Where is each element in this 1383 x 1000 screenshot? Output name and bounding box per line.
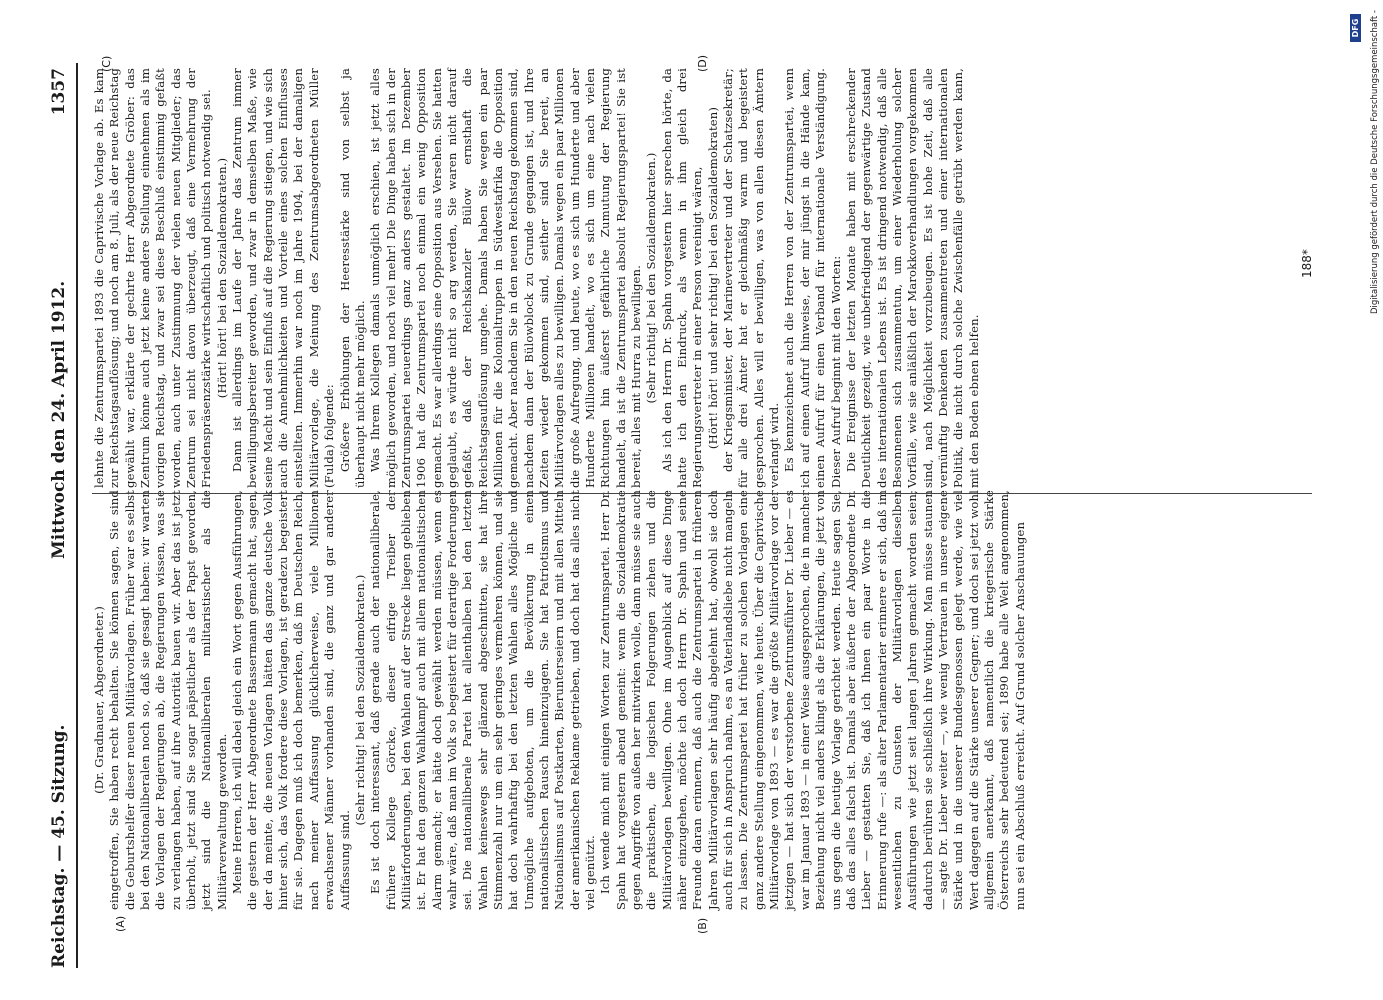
header-rule (76, 63, 78, 968)
right-paragraph: Was Ihrem Kollegen damals unmöglich erschien, ist jetzt alles möglich geworden, und noch viel mehr! Die Dinge haben sich in der Zentrumspartei neuerdings ganz anders gestaltet. Im Dezember 1906 hat die Zentrumspartei noch einmal ein wenig Opposition gemacht. Es war allerdings eine Opposition aus Versehen. Sie hatten geglaubt, es würde nicht so arg werden, Sie waren nicht darauf gefaßt, daß der Reichskanzler Bülow ernsthaft die Reichstagsauflösung umgehe. Damals haben Sie wegen ein paar Millionen für die Kolonialtruppen in Südwestafrika die Opposition gemacht. Aber nachdem Sie in den neuen Reichstag gekommen sind, nachdem dann der Bülowblock zu Grunde gegangen ist, und Ihre Zeiten wieder gekommen sind, seither sind Sie bereit, an Militärvorlagen alles zu bewilligen. Damals wegen ein paar Millionen die große Aufregung, und heute, wo es sich um Hunderte und aber Hunderte Millionen handelt, wo es sich um eine nach vielen Richtungen hin äußerst gefährliche Zumutung der Regierung handelt, da ist die Zentrumspartei absolut Regierungspartei! Sie ist bereit, alles mit Hurra zu bewilligen. (368, 68, 644, 488)
digitization-credit: Digitalisierung gefördert durch die Deutsche Forschungsgemeinschaft - (1370, 10, 1380, 314)
dfg-logo: DFG (1350, 14, 1361, 42)
margin-marker-d: (D) (696, 54, 709, 72)
right-paragraph: der Kriegsminister, der Marinevertreter und der Schatzsekretär; für alle drei Ämter hat er gleichmäßig warm und begeistert gesprochen. Alles will er bewilligen, was von allen diesen Ämtern verlangt wird. (721, 68, 782, 488)
quotation: Größere Erhöhungen der Heeresstärke sind von selbst ja überhaupt nicht mehr möglich. (337, 68, 367, 488)
right-column (92, 68, 982, 488)
speaker-line: (Dr. Gradnauer, Abgeordneter.) (92, 606, 106, 794)
header-date: Mittwoch den 24. April 1912. (49, 280, 69, 560)
column-rule (92, 493, 1312, 494)
margin-marker-a: (A) (114, 915, 127, 932)
interjection: (Sehr richtig! bei den Sozialdemokraten.) (352, 574, 367, 826)
quotation: Die Ereignisse der letzten Monate haben mit erschreckender Deutlichkeit gezeigt, wie unbefriedigend der gegenwärtige Zustand des internationalen Lebens ist. Es ist dringend notwendig, daß alle Besonnenen sich zusammentun, um einer Wiederholung solcher Vorfälle, wie sie anläßlich der Marokkoverhandlungen vorgekommen sind, nach Möglichkeit vorzubeugen. Es ist hohe Zeit, daß alle vernünftig Denkenden zusammentreten und einer internationalen Politik, die nicht durch solche Zwischenfälle getrübt werden kann, mit den Boden ebnen helfen. (843, 68, 981, 488)
left-paragraph: eingetroffen, Sie haben recht behalten. Sie können sagen, Sie sind die Geburtshelfer dieser neuen Militärvorlagen. Früher war es selbst bei den Nationalliberalen noch so, daß sie gesagt haben: wir warten die Vorlagen der Regierungen ab, die Regierungen wissen, was sie zu verlangen haben, auf ihre Autorität bauen wir. Aber das ist jetzt überholt, jetzt sind Sie sogar päpstlicher als der Papst geworden, jetzt sind die Nationalliberalen militaristischer als die Militärverwaltung geworden. (107, 490, 229, 910)
interjection: (Sehr richtig! bei den Sozialdemokraten.) (644, 152, 659, 404)
folio-mark: 188* (1300, 249, 1314, 278)
right-paragraph: Dann ist allerdings im Laufe der Jahre das Zentrum immer bewilligungsbereiter geworden, und zwar in demselben Maße, wie seine Macht und sein Einfluß auf die Regierung stiegen, und wie sich auch die Annehmlichkeiten und Vorteile eines solchen Einflusses einstellten. Immerhin war noch im Jahre 1904, bei der damaligen Militärvorlage, die Meinung des Zentrumsabgeordneten Müller (Fulda) folgende: (230, 68, 337, 488)
header-session-title: Reichstag. — 45. Sitzung. (49, 724, 69, 968)
left-paragraph: Meine Herren, ich will dabei gleich ein Wort gegen Ausführungen, die gestern der Herr Abgeordnete Bassermann gemacht hat, sagen, der da meinte, die neuen Vorlagen hätten das ganze deutsche Volk hinter sich, das Volk fordere diese Vorlagen, ist geradezu begeistert für sie. Dagegen muß ich doch bemerken, daß im Deutschen Reich, nach meiner Auffassung glücklicherweise, viele Millionen erwachsener Männer vorhanden sind, die ganz und gar anderer Auffassung sind. (230, 490, 352, 910)
interjection: (Hört! hört! und sehr richtig! bei den Sozialdemokraten) (705, 106, 720, 450)
left-column (92, 490, 1028, 910)
header-page-number: 1357 (49, 68, 69, 116)
left-paragraph: Es ist doch interessant, daß gerade auch der nationalliberale, frühere Kollege Görcke, dieser eifrige Treiber der Militärforderungen, bei den Wahlen auf der Strecke liegen geblieben ist. Er hat den ganzen Wahlkampf auch mit allem nationalistischen Alarm gemacht; er hätte doch gewählt werden müssen, wenn es wahr wäre, daß man im Volk so begeistert für derartige Forderungen sei. Die nationalliberale Partei hat allenthalben bei den letzten Wahlen keineswegs sehr glänzend abgeschnitten, sie hat ihre Stimmenzahl nur um ein sehr geringes vermehren können, und sie hat doch wahrhaftig bei den letzten Wahlen alles Mögliche und Unmögliche aufgeboten, um die Bevölkerung in einen nationalistischen Rausch hineinzujagen. Sie hat Patriotismus und Nationalismus auf Postkarten, Bierunterseiern und mit allen Mitteln der amerikanischen Reklame getrieben, und doch hat das alles nicht viel genützt. (368, 490, 597, 910)
margin-marker-c: (C) (100, 55, 113, 72)
margin-marker-b: (B) (696, 917, 709, 934)
right-paragraph: Es kennzeichnet auch die Herren von der Zentrumspartei, wenn ich auf einen Aufruf hinweise, der mir jüngst in die Hände kam, einen Aufruf für einen Verband für internationale Verständigung. Dieser Aufruf beginnt mit den Worten: (782, 68, 843, 488)
right-paragraph: Als ich den Herrn Dr. Spahn vorgestern hier sprechen hörte, da hatte ich den Eindruck, als wenn in ihm gleich drei Regierungsvertreter in einer Person vereinigt wären, (659, 68, 705, 488)
interjection: (Hört! hört! bei den Sozialdemokraten.) (214, 157, 229, 399)
right-paragraph: lehnte die Zentrumspartei 1893 die Caprivische Vorlage ab. Es kam zur Reichstagsauflösung; und noch am 8. Juli, als der neue Reichstag gewählt war, erklärte der gechrte Herr Abgeordnete Gröber: das Zentrum könne auch jetzt keine andere Stellung einnehmen als im vorigen Reichstag, und zwar sei diese Beschluß einstimmig gefaßt worden, auch unter Zustimmung der vielen neuen Mitglieder; das Zentrum sei nicht davon überzeugt, daß eine Vermehrung der Friedenspräsenzstärke wirtschaftlich und politisch notwendig sei. (92, 68, 214, 488)
left-paragraph: Ich wende mich mit einigen Worten zur Zentrumspartei. Herr Dr. Spahn hat vorgestern abend gemeint: wenn die Sozialdemokratie gegen Angriffe von außen her mitwirken wolle, dann müsse sie auch die praktischen, die logischen Folgerungen ziehen und die Militärvorlagen bewilligen. Ohne im Augenblick auf diese Dinge näher einzugehen, möchte ich doch Herrn Dr. Spahn und seine Freunde daran erinnern, daß auch die Zentrumspartei in früheren Jahren Militärvorlagen sehr häufig abgelehnt hat, obwohl sie doch auch für sich in Anspruch nahm, es an Vaterlandsliebe nicht mangeln zu lassen. Die Zentrumspartei hat früher zu solchen Vorlagen eine ganz andere Stellung eingenommen, wie heute. Über die Caprivische Militärvorlage von 1893 — es war die größte Militärvorlage vor der jetzigen — hat sich der verstorbene Zentrumsführer Dr. Lieber — es war im Januar 1893 — in einer Weise ausgesprochen, die in mancher Beziehung nicht viel anders klingt als die Erklärungen, die jetzt von uns gegen die heutige Vorlage gerichtet werden. Heute sagen Sie, daß das alles falsch ist. Damals aber äußerte der Abgeordnete Dr. Lieber — gestatten Sie, daß ich Ihnen ein paar Worte in die Erinnerung rufe —: als alter Parlamentarier erinnere er sich, daß im wesentlichen zu Gunsten der Militärvorlagen dieselben Ausführungen wie jetzt seit langen Jahren gemacht worden seien; dadurch berühren sie schließlich ihre Wirkung. Man müsse staunen — sagte Dr. Lieber weiter —, wie wenig Vertrauen in unsere eigene Stärke und in die unserer Bundesgenossen gelegt werde, wie viel Wert dagegen auf die Stärke unserer Gegner; und doch sei jetzt wohl allgemein anerkannt, daß namentlich die kriegerische Stärke Österreichs sehr bedeutend sei; 1890 habe alle Welt angenommen, nun sei ein Abschluß erreicht. Auf Grund solcher Anschauungen (598, 490, 1027, 910)
page-header (44, 68, 74, 968)
